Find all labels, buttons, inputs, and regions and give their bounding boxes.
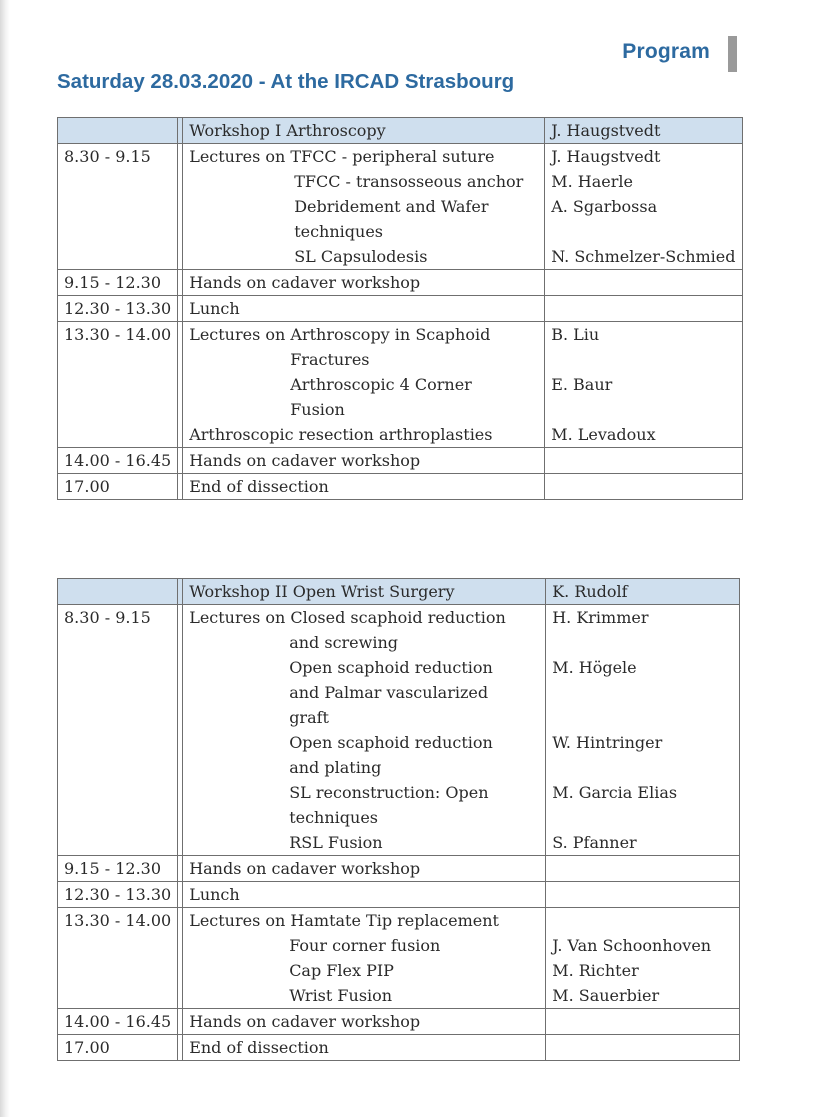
topic-line: and Palmar vascularized	[289, 683, 489, 702]
topic-line: End of dissection	[189, 1038, 329, 1057]
speaker-name: M. Haerle	[551, 172, 633, 191]
speaker-cell	[546, 908, 740, 1009]
page-title: Saturday 28.03.2020 - At the IRCAD Strasbourg	[57, 70, 515, 93]
workshop-name: Workshop I Arthroscopy	[183, 118, 545, 144]
topic-cell	[183, 605, 546, 856]
speaker-name	[551, 270, 735, 295]
time-cell: 13.30 - 14.00	[58, 908, 178, 1009]
speaker-name	[551, 347, 735, 372]
workshop-name: Workshop II Open Wrist Surgery	[183, 579, 546, 605]
speaker-name	[552, 705, 733, 730]
topic-cell	[183, 474, 545, 500]
table-row	[58, 856, 740, 882]
time-cell: 17.00	[58, 1035, 178, 1061]
speaker-name: M. Sauerbier	[552, 986, 660, 1005]
topic-line: techniques	[294, 222, 383, 241]
header-time-cell	[58, 118, 178, 144]
speaker-cell	[546, 1009, 740, 1035]
table-row	[58, 605, 740, 856]
speaker-name: J. Haugstvedt	[551, 147, 661, 166]
table-row	[58, 1035, 740, 1061]
speaker-name	[552, 680, 733, 705]
time-cell: 13.30 - 14.00	[58, 322, 178, 448]
topic-cell	[183, 322, 545, 448]
topic-line: Debridement and Wafer	[294, 197, 489, 216]
speaker-name	[552, 1009, 733, 1034]
topic-line: Hands on cadaver workshop	[189, 859, 421, 878]
topic-line: Cap Flex PIP	[289, 961, 394, 980]
table-header-row	[58, 579, 740, 605]
topic-line: Lectures on Closed scaphoid reduction	[189, 608, 506, 627]
speaker-name: N. Schmelzer-Schmied	[551, 247, 736, 266]
topic-line: Open scaphoid reduction	[289, 658, 493, 677]
speaker-name	[552, 805, 733, 830]
table-row	[58, 322, 743, 448]
speaker-name	[552, 755, 733, 780]
topic-line: Four corner fusion	[289, 936, 441, 955]
speaker-name: M. Garcia Elias	[552, 783, 678, 802]
speaker-cell	[545, 144, 742, 270]
time-cell: 12.30 - 13.30	[58, 296, 178, 322]
speaker-name	[551, 219, 735, 244]
speaker-cell	[546, 856, 740, 882]
workshop-lead: K. Rudolf	[546, 579, 740, 605]
table-row	[58, 882, 740, 908]
speaker-name	[552, 908, 733, 933]
speaker-name: A. Sgarbossa	[551, 197, 658, 216]
schedule-table-workshop-1	[57, 117, 743, 500]
topic-line: techniques	[289, 808, 378, 827]
table-body-workshop-2	[58, 579, 740, 1061]
speaker-cell	[545, 322, 742, 448]
topic-line: Arthroscopic resection arthroplasties	[189, 425, 493, 444]
topic-cell	[183, 144, 545, 270]
time-cell: 12.30 - 13.30	[58, 882, 178, 908]
speaker-name: M. Högele	[552, 658, 637, 677]
topic-line: Fusion	[290, 400, 345, 419]
topic-line: Lectures on Hamtate Tip replacement	[189, 911, 499, 930]
speaker-name: M. Levadoux	[551, 425, 656, 444]
speaker-cell	[545, 270, 742, 296]
topic-line: Hands on cadaver workshop	[189, 273, 421, 292]
speaker-name	[552, 1035, 733, 1060]
speaker-name: M. Richter	[552, 961, 639, 980]
topic-line: Hands on cadaver workshop	[189, 451, 421, 470]
table-row	[58, 448, 743, 474]
table-row	[58, 474, 743, 500]
time-cell: 8.30 - 9.15	[58, 605, 178, 856]
time-cell: 8.30 - 9.15	[58, 144, 178, 270]
speaker-cell	[545, 474, 742, 500]
topic-line: and plating	[289, 758, 382, 777]
speaker-name	[552, 882, 733, 907]
speaker-cell	[545, 296, 742, 322]
topic-cell	[183, 270, 545, 296]
speaker-cell	[545, 448, 742, 474]
header-time-cell	[58, 579, 178, 605]
time-cell: 14.00 - 16.45	[58, 1009, 178, 1035]
speaker-name: B. Liu	[551, 325, 600, 344]
speaker-name	[551, 296, 735, 321]
table-row	[58, 270, 743, 296]
topic-line: SL Capsulodesis	[294, 247, 428, 266]
topic-cell	[183, 1009, 546, 1035]
topic-line: Lectures on TFCC - peripheral suture	[189, 147, 495, 166]
topic-cell	[183, 1035, 546, 1061]
topic-line: Arthroscopic 4 Corner	[290, 375, 472, 394]
topic-line: SL reconstruction: Open	[289, 783, 489, 802]
schedule-table-workshop-2	[57, 578, 740, 1061]
time-cell: 9.15 - 12.30	[58, 270, 178, 296]
page-edge-shadow	[0, 0, 10, 1117]
topic-line: Lunch	[189, 299, 240, 318]
time-cell: 14.00 - 16.45	[58, 448, 178, 474]
time-cell: 17.00	[58, 474, 178, 500]
table-row	[58, 144, 743, 270]
table-row	[58, 908, 740, 1009]
speaker-name: H. Krimmer	[552, 608, 649, 627]
table-body-workshop-1	[58, 118, 743, 500]
speaker-name	[551, 448, 735, 473]
speaker-cell	[546, 882, 740, 908]
table-row	[58, 296, 743, 322]
topic-line: Fractures	[290, 350, 370, 369]
speaker-name	[551, 474, 735, 499]
topic-cell	[183, 882, 546, 908]
topic-cell	[183, 908, 546, 1009]
speaker-name: E. Baur	[551, 375, 613, 394]
speaker-name	[551, 397, 735, 422]
topic-line: End of dissection	[189, 477, 329, 496]
topic-line: and screwing	[289, 633, 399, 652]
speaker-name: J. Van Schoonhoven	[552, 936, 712, 955]
speaker-cell	[546, 605, 740, 856]
speaker-cell	[546, 1035, 740, 1061]
speaker-name: S. Pfanner	[552, 833, 637, 852]
table-row	[58, 1009, 740, 1035]
topic-line: Open scaphoid reduction	[289, 733, 493, 752]
topic-line: graft	[289, 708, 329, 727]
workshop-lead: J. Haugstvedt	[545, 118, 742, 144]
table-header-row	[58, 118, 743, 144]
topic-cell	[183, 856, 546, 882]
time-cell: 9.15 - 12.30	[58, 856, 178, 882]
header-accent-bar	[728, 36, 737, 72]
topic-line: Hands on cadaver workshop	[189, 1012, 421, 1031]
topic-line: Lunch	[189, 885, 240, 904]
section-label: Program	[622, 40, 710, 63]
topic-cell	[183, 448, 545, 474]
topic-line: RSL Fusion	[289, 833, 383, 852]
topic-cell	[183, 296, 545, 322]
speaker-name	[552, 856, 733, 881]
speaker-name: W. Hintringer	[552, 733, 663, 752]
topic-line: Wrist Fusion	[289, 986, 393, 1005]
topic-line: Lectures on Arthroscopy in Scaphoid	[189, 325, 491, 344]
topic-line: TFCC - transosseous anchor	[294, 172, 524, 191]
speaker-name	[552, 630, 733, 655]
